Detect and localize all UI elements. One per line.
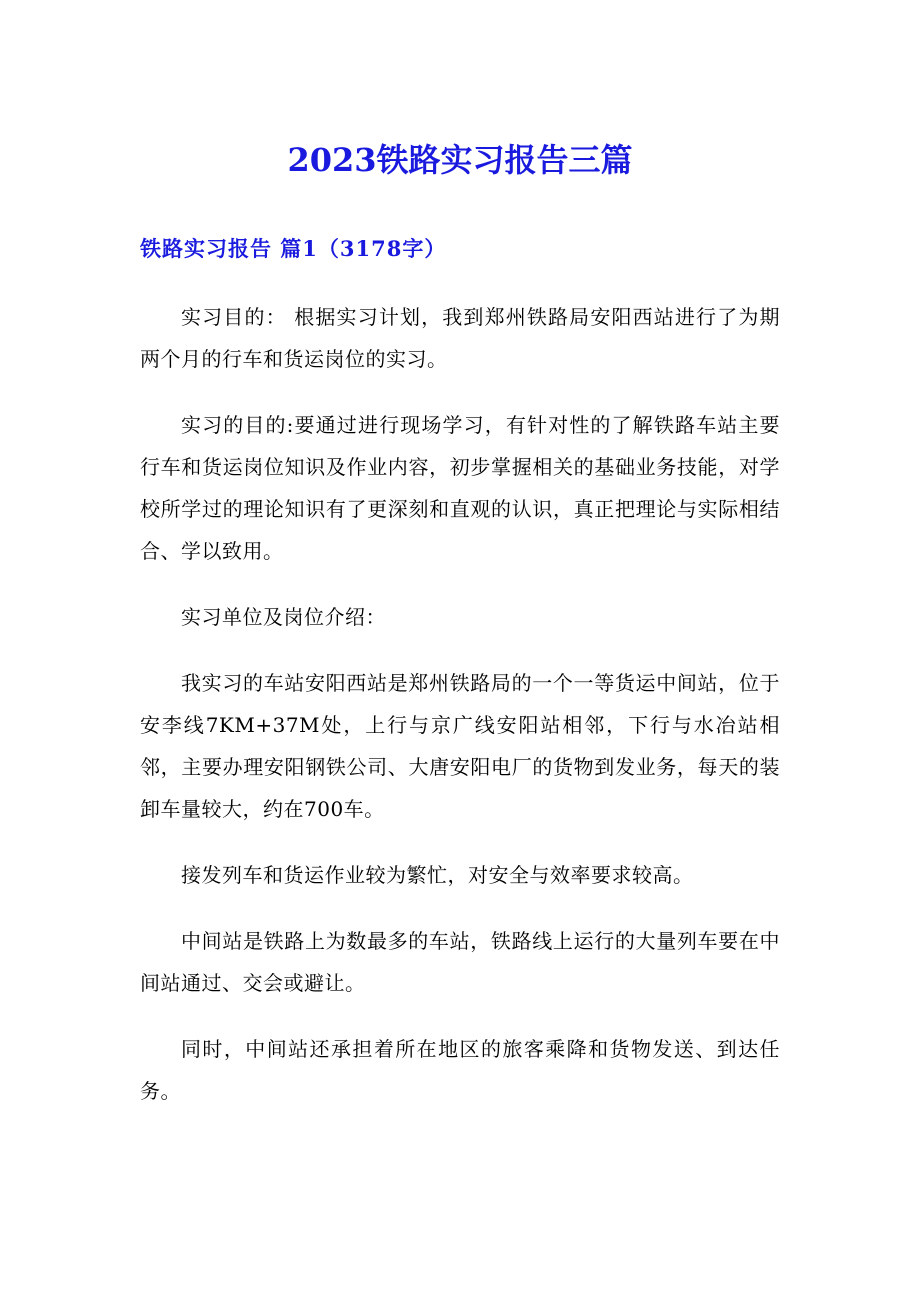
paragraph-passenger-freight: 同时，中间站还承担着所在地区的旅客乘降和货物发送、到达任务。 — [140, 1037, 780, 1103]
paragraph-purpose: 实习的目的:要通过进行现场学习，有针对性的了解铁路车站主要行车和货运岗位知识及作业内容，初步掌握相关的基础业务技能，对学校所学过的理论知识有了更深刻和直观的认识，真正把理论与实际相结合、学以致用。 — [140, 413, 780, 563]
paragraph-objective: 实习目的： 根据实习计划，我到郑州铁路局安阳西站进行了为期两个月的行车和货运岗位的实习。 — [140, 305, 780, 371]
section-heading: 铁路实习报告 篇1（3178字） — [140, 236, 447, 261]
paragraph-station-description: 我实习的车站安阳西站是郑州铁路局的一个一等货运中间站，位于安李线7KM+37M处，上行与京广线安阳站相邻，下行与水冶站相邻，主要办理安阳钢铁公司、大唐安阳电厂的货物到发业务，每天的装卸车量较大，约在700车。 — [140, 671, 780, 821]
paragraph-unit-intro-heading: 实习单位及岗位介绍： — [181, 605, 386, 629]
paragraph-intermediate-station: 中间站是铁路上为数最多的车站，铁路线上运行的大量列车要在中间站通过、交会或避让。 — [140, 929, 780, 995]
document-title: 2023铁路实习报告三篇 — [287, 141, 633, 179]
paragraph-workload: 接发列车和货运作业较为繁忙，对安全与效率要求较高。 — [181, 863, 694, 887]
document-body — [140, 296, 780, 1136]
